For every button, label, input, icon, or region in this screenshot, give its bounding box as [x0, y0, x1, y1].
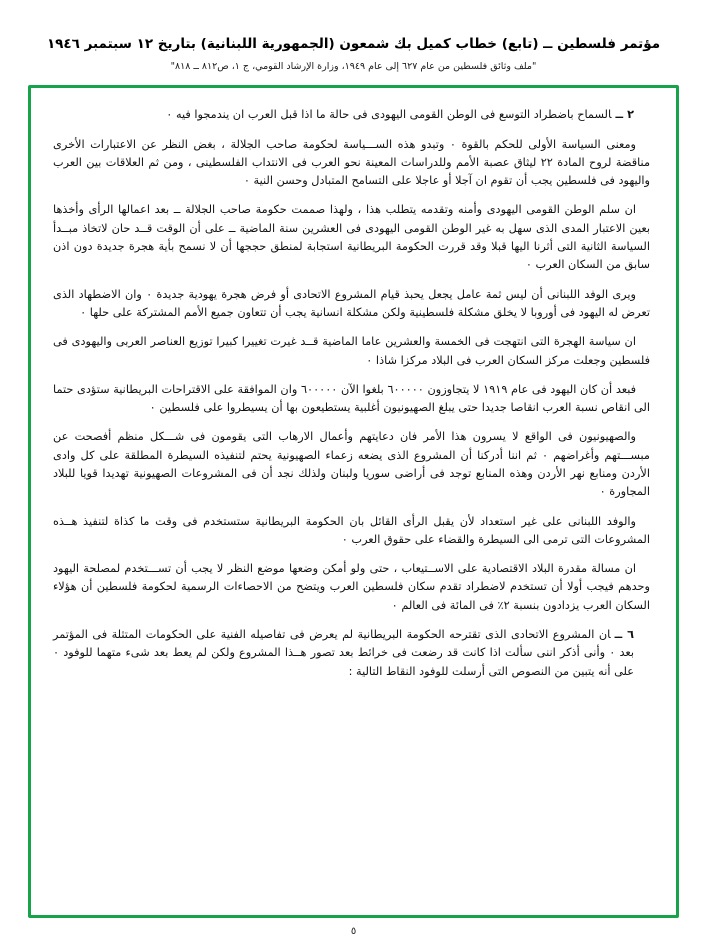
paragraph-5: [53, 333, 650, 370]
paragraph-text-1: السماح باضطراد التوسع فى الوطن القومى اليهودى فى حالة ما اذا قبل العرب ان يندمجوا فيه ٠: [166, 108, 612, 122]
paragraph-text-8: والوفد اللبنانى على غير استعداد لأن يقبل الرأى القائل بان الحكومة البريطانية ستستخدم فى وقت ما كذاة لتنفيذ هــذه المشروعات التى ترمى الى السيطرة والقضاء على حقوق العرب ٠: [53, 514, 650, 546]
paragraph-9: [53, 560, 650, 615]
paragraph-text-10: ان المشروع الاتحادى الذى تقترحه الحكومة البريطانية لم يعرض فى تفاصيله الفنية على الحكومات المتثلة فى المؤتمر بعد ٠ وأنى أذكر اننى سألت اذا كانت قد رضعت فى خرائط بعد تصور هــذا المشروع ولكن لم يعط بعد شىء متهما للوفود ٠ على أنه يتبين من النصوص التى أرسلت للوفود النقاط التالية :: [53, 628, 634, 678]
paragraph-text-6: فبعد أن كان اليهود فى عام ١٩١٩ لا يتجاوزون ٦٠٠٠٠٠ بلغوا الآن ٦٠٠٠٠٠ وان الموافقة على الاقتراحات البريطانية ستؤدى حتما الى انقاص نسبة العرب انقاصا جديدا حتى يبلغ الصهيونيون أغلبية يستطيعون بها أن يسيطروا على فلسطين ٠: [53, 382, 650, 415]
paragraph-number-1: ٢ ــ: [615, 108, 634, 122]
document-header: [28, 34, 679, 72]
paragraph-text-7: والصهيونيون فى الواقع لا يسرون هذا الأمر فان دعايتهم وأعمال الارهاب التى يقومون فى شـــكل منظم أفصحت عن مبســـتهم وأغراضهم ٠ ثم اننا أدركنا أن المشروع الذى يضعه زعماء الصهيونية يحتم لتنفيذه السيطرة المطلقة على كل وادى الأردن ومنابع نهر الأردن وهذه المنابع توجد فى أراضى سوريا ولبنان ولذلك نجد أن فى المشروعات الصهيونية تهديدا قويا للبلاد المجاورة ٠: [53, 430, 650, 499]
page-title: مؤتمر فلسطين ــ (تابع) خطاب كميل بك شمعون (الجمهورية اللبنانية) بتاريخ ١٢ سبتمبر ١٩٤٦: [46, 36, 661, 52]
content-frame: [28, 85, 679, 918]
document-body: [53, 106, 650, 681]
paragraph-text-4: ويرى الوفد اللبنانى أن ليس ثمة عامل يجعل يحبذ قيام المشروع الاتحادى أو فرض هجرة يهودية جديدة ٠ وان الاضطهاد الذى تعرض له اليهود فى أوروبا لا يخلق مشكلة فلسطينية ولكن مشكلة انسانية يجب أن تتعاون جميع الأمم المشتركة على حلها ٠: [53, 287, 650, 319]
paragraph-6: [53, 381, 650, 418]
paragraph-text-9: ان مسالة مقدرة البلاد الاقتصادية على الاســتيعاب ، حتى ولو أمكن وضعها موضع النظر لا يجب أن تســـتخدم لمصلحة اليهود وحدهم فيجب أولا أن تستخدم لاضطراد تقدم سكان فلسطين العرب ويتضح من الاحصاءات الرسمية لحكومة فلسطين أن هؤلاء السكان العرب يزدادون بنسبة ٢٪ فى المائة فى العالم ٠: [53, 562, 650, 612]
paragraph-text-5: ان سياسة الهجرة التى انتهجت فى الخمسة والعشرين عاما الماضية قــد غيرت تغييرا كبيرا توزيع العناصر العربى واليهودى فى فلسطين وجعلت مركز السكان العرب فى البلاد مركزا شاذا ٠: [53, 335, 650, 367]
page-number: ٥: [350, 926, 357, 937]
paragraph-text-3: ان سلم الوطن القومى اليهودى وأمنه وتقدمه يتطلب هذا ، ولهذا صممت حكومة صاحب الجلالة ــ بعد اعمالها الرأى وأخذها بعين الاعتبار المدى الذى سهل به غير الوطن القومى اليهودى فى العشرين سنة الماضية ــ على أن الوقت قــد حان لاتخاذ مبــدأ السياسة الثانية التى أثرنا اليها قبلا وقد قررت الحكومة البريطانية استجابة لمنطق حججها أن لا نسمح بأية هجرة جديدة دون اذن سابق من السكان العرب ٠: [53, 203, 650, 272]
paragraph-7: [53, 428, 650, 501]
paragraph-10: [53, 626, 650, 681]
paragraph-2: [53, 136, 650, 191]
paragraph-4: [53, 286, 650, 323]
paragraph-1: [53, 106, 650, 124]
paragraph-text-2: ومعنى السياسة الأولى للحكم بالقوة ٠ وتبدو هذه الســـياسة لحكومة صاحب الجلالة ، بغض النظر عن الاعتبارات الأخرى مناقضة لروح المادة ٢٢ ليثاق عصبة الأمم وللدراسات المعينة نحو العرب فى الانتداب الفلسطينى ، ومن ثم العلاقات بين العرب واليهود فى فلسطين يجب أن تقوم ان آجلا أو عاجلا على التسامح المتبادل وحسن النية ٠: [53, 137, 650, 188]
source-note: "ملف وثائق فلسطين من عام ٦٢٧ إلى عام ١٩٤٩، وزارة الإرشاد القومي، ج ١، ص٨١٢ ــ ٨١٨": [170, 61, 537, 73]
paragraph-number-10: ٦ ــ: [614, 628, 634, 642]
paragraph-3: [53, 201, 650, 274]
paragraph-8: [53, 513, 650, 550]
